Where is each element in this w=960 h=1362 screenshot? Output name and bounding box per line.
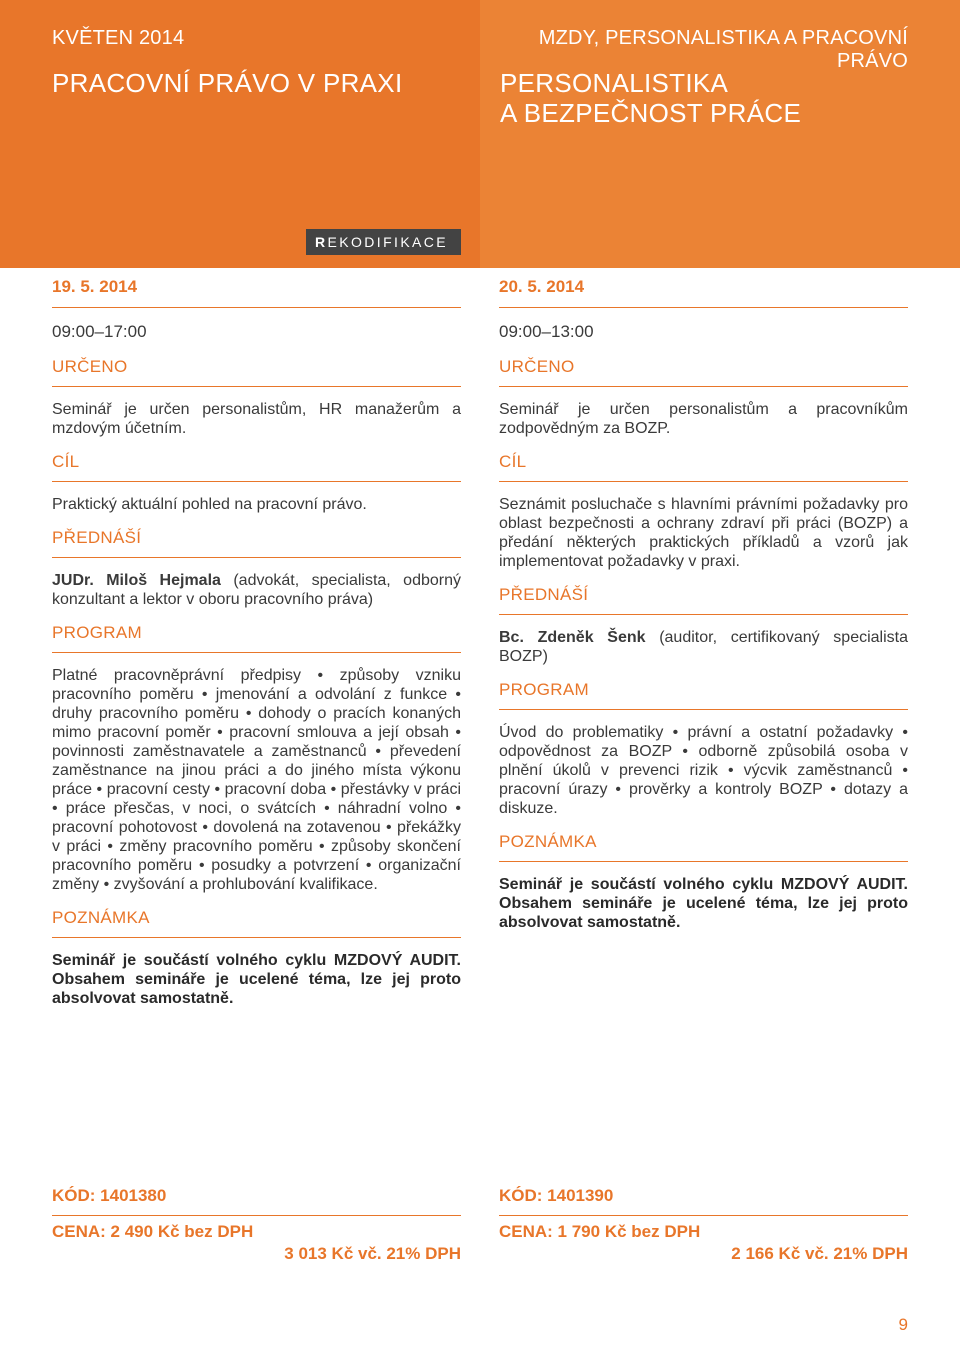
lecturer: JUDr. Miloš Hejmala (advokát, specialista, odborný konzultant a lektor v oboru pracovního práva)	[52, 572, 461, 608]
program-heading: PROGRAM	[52, 623, 142, 642]
course-date: 20. 5. 2014	[499, 277, 585, 296]
left-course-title: PRACOVNÍ PRÁVO V PRAXI	[52, 68, 403, 98]
divider	[52, 386, 461, 387]
issue-date: KVĚTEN 2014	[52, 27, 185, 49]
divider	[52, 307, 461, 308]
divider	[499, 1215, 908, 1216]
divider	[499, 614, 908, 615]
right-course-title: PERSONALISTIKA A BEZPEČNOST PRÁCE	[500, 68, 802, 128]
course-date: 19. 5. 2014	[52, 277, 138, 296]
program-heading: PROGRAM	[499, 680, 589, 699]
header-right-panel	[480, 0, 960, 268]
poznamka-text: Seminář je součástí volného cyklu MZDOVÝ AUDIT. Obsahem semináře je ucelené téma, lze jej proto absolvovat samostatně.	[499, 876, 908, 931]
cil-text: Seznámit posluchače s hlavními právními požadavky pro oblast bezpečnosti a ochrany zdraví při práci (BOZP) a předání některých praktických příkladů a vzorů jak implementovat požadavky v praxi.	[499, 496, 908, 570]
urceno-text: Seminář je určen personalistům, HR manažerům a mzdovým účetním.	[52, 401, 461, 437]
course-price: CENA: 1 790 Kč bez DPH 2 166 Kč vč. 21% DPH	[499, 1222, 908, 1263]
divider	[499, 307, 908, 308]
lecturer: Bc. Zdeněk Šenk (auditor, certifikovaný specialista BOZP)	[499, 629, 908, 665]
divider	[52, 481, 461, 482]
course-code: KÓD: 1401380	[52, 1186, 461, 1229]
course-price: CENA: 2 490 Kč bez DPH 3 013 Kč vč. 21% DPH	[52, 1222, 461, 1263]
poznamka-heading: POZNÁMKA	[52, 908, 150, 927]
right-course-column	[499, 276, 908, 932]
program-text: Platné pracovněprávní předpisy • způsoby vzniku pracovního poměru • jmenování a odvolání z funkce • druhy pracovního poměru • dohody o pracích konaných mimo pracovní poměr • pracovní smlouva a její obsah • povinnosti zaměstnavatele a zaměstnanců • převedení zaměstnance na jinou práci a do jiného místa výkonu práce • pracovní cesty • pracovní doba • přestávky v práci • práce přesčas, v noci, o svátcích • náhradní volno • pracovní pohotovost • dovolená na zotavenou • překážky v práci • změny pracovního poměru • způsoby skončení pracovního poměru • posudky a potvrzení • organizační změny • zvyšování a prohlubování kvalifikace.	[52, 667, 461, 893]
course-time: 09:00–17:00	[52, 322, 147, 341]
poznamka-heading: POZNÁMKA	[499, 832, 597, 851]
divider	[52, 1215, 461, 1216]
cil-heading: CÍL	[52, 452, 80, 471]
divider	[52, 652, 461, 653]
divider	[499, 386, 908, 387]
page-number: 9	[898, 1315, 908, 1334]
urceno-heading: URČENO	[499, 357, 575, 376]
urceno-text: Seminář je určen personalistům a pracovníkům zodpovědným za BOZP.	[499, 401, 908, 437]
program-text: Úvod do problematiky • právní a ostatní požadavky • odpovědnost za BOZP • odborně způsobilá osoba v plnění úkolů v prevenci rizik • výcvik zaměstnanců • pracovní úrazy • prověrky a kontroly BOZP • dotazy a diskuze.	[499, 724, 908, 817]
rekodifikace-badge: REKODIFIKACE	[306, 229, 461, 255]
urceno-heading: URČENO	[52, 357, 128, 376]
header-left-panel	[0, 0, 480, 268]
divider	[499, 861, 908, 862]
left-course-column	[52, 276, 461, 1008]
prednasi-heading: PŘEDNÁŠÍ	[499, 585, 589, 604]
divider	[499, 481, 908, 482]
divider	[499, 709, 908, 710]
poznamka-text: Seminář je součástí volného cyklu MZDOVÝ AUDIT. Obsahem semináře je ucelené téma, lze jej proto absolvovat samostatně.	[52, 952, 461, 1007]
cil-text: Praktický aktuální pohled na pracovní právo.	[52, 496, 367, 513]
course-time: 09:00–13:00	[499, 322, 594, 341]
section-name: MZDY, PERSONALISTIKA A PRACOVNÍ PRÁVO	[538, 27, 908, 72]
cil-heading: CÍL	[499, 452, 527, 471]
prednasi-heading: PŘEDNÁŠÍ	[52, 528, 142, 547]
course-code: KÓD: 1401390	[499, 1186, 908, 1229]
divider	[52, 557, 461, 558]
divider	[52, 937, 461, 938]
